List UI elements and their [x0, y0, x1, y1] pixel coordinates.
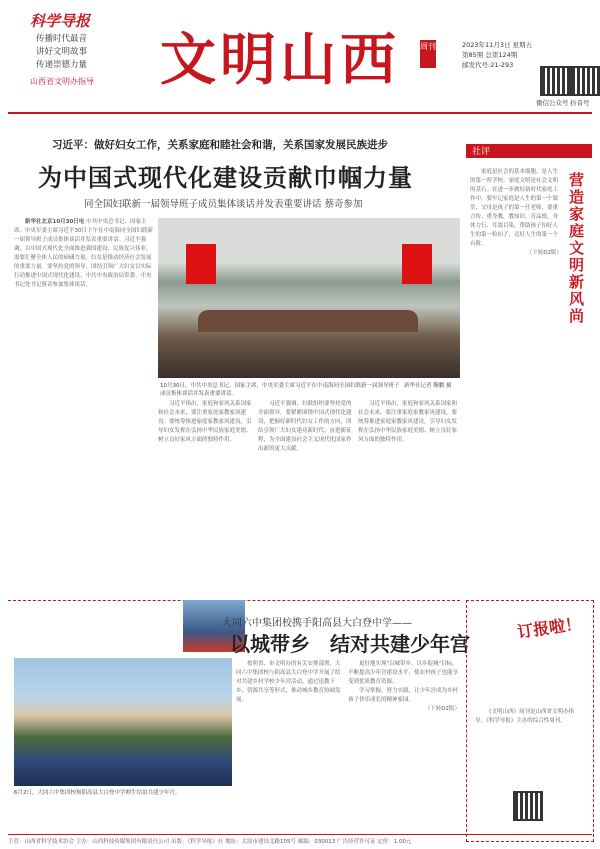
- feature-photo: [14, 658, 232, 786]
- feature-kicker: 大同六中集团校携手阳高县大白登中学——: [222, 618, 412, 629]
- flag-left: [186, 244, 216, 284]
- masthead-divider: [8, 112, 592, 114]
- subscribe-badge: 订报啦！: [516, 613, 583, 642]
- slogan-3: 传递崇德力量: [36, 60, 88, 70]
- slogan-1: 传播时代最音: [36, 34, 88, 44]
- commentary-text: 家庭是社会的基本细胞，是人生的第一所学校。家庭文明是社会文明的基石。在进一步做好新时代家庭工作中，要牢记家庭是人生的第一个课堂、父母是孩子的第一任老师，要重言传、重身教，教知识、育品德，身体力行、耳濡目染，帮助孩子扣好人生的第一粒扣子，迈好人生的第一个台阶。: [470, 169, 559, 247]
- lead-kicker: 习近平：做好妇女工作，关系家庭和睦社会和谐，关系国家发展民族进步: [52, 139, 388, 151]
- wechat-qr-icon: [540, 66, 570, 96]
- feature-continued: （下转D2版）: [424, 706, 460, 712]
- slogan-2: 讲好文明故事: [36, 47, 88, 57]
- lead-body-right: [358, 400, 460, 600]
- lead-subhead: 同全国妇联新一届领导班子成员集体谈话并发表重要讲话 蔡奇参加: [84, 199, 363, 210]
- flag-right: [402, 244, 432, 284]
- weekly-badge: 周刊: [420, 40, 436, 68]
- lead-body-mid2: [258, 400, 354, 600]
- postal-code: 邮发代号:21-293: [462, 61, 514, 69]
- body-mid-text: 习近平指出，家庭和家风关系国家和社会未来，要注重家庭家教家风建设。要统筹推进家庭家教家风建设，引导妇女发挥在弘扬中华民族家庭美德、树立良好家风方面的独特作用。: [158, 401, 252, 443]
- dateline: 新华社北京10月30日电: [25, 219, 85, 225]
- feature-text-right: 学习掌握、努力实践，让少年宫成为乡村孩子快乐成长的精神家园。: [348, 688, 459, 703]
- feature-text-left: 按照省、市文明办的有关安排部署，大同六中集团校与阳高县大白登中学开展了结对共建乡村学校少年宫活动，通过送教下乡、资源共享等形式，推动城乡教育协调发展。: [236, 661, 341, 703]
- page-footer: 主管：山西省科学技术协会 主办：山西科技传媒集团有限责任公司 出版：《科学导报》社 地址：太原市建设北路105号 邮编：030013 广告经营许可证 定价：1.00元: [8, 834, 592, 845]
- meeting-table: [198, 310, 418, 332]
- feature-photo-caption: 6月2日，大同六中集团校和阳高县大白登中学师生结谊共建少年宫。: [14, 790, 181, 796]
- body-right-text-2: 习近平指出，家庭和家风关系国家和社会未来，要注重家庭家教家风建设。要统筹推进家庭家教家风建设，引导妇女发挥在弘扬中华民族家庭美德、树立良好家风方面的独特作用。: [358, 401, 458, 443]
- org-line: 山西省文明办指导: [30, 77, 94, 86]
- issue-date: 2023年11月3日 星期五: [462, 41, 533, 49]
- commentary-header: [466, 144, 592, 158]
- body-right-text: 习近平强调，妇联组织要坚持党的全面领导，要紧紧围绕中国式现代化建设，把握好新时代妇女工作的方向，团结引领广大妇女建功新时代、奋进新征程，为全面建设社会主义现代化国家作出新的更大贡献。: [258, 401, 352, 452]
- feature-headline: 以城带乡 结对共建少年宫: [230, 632, 470, 656]
- subscription-ad: [466, 600, 594, 842]
- douyin-qr-icon: [570, 66, 600, 96]
- body-left-text: 中共中央总书记、国家主席、中央军委主席习近平30日下午在中南海同全国妇联新一届领导班子成员集体谈话并发表重要讲话。习近平强调，以中国式现代化全面推进强国建设、民族复兴伟业，需要汇聚全体人民的磅礴力量。妇女是推动经济社会发展的重要力量。要坚持党的领导，团结引领广大妇女以实际行动推进中国式现代化建设。中共中央政治局常委、中央书记处书记蔡奇参加集体谈话。: [14, 219, 154, 288]
- lead-body-left: [14, 218, 154, 598]
- lead-body-mid: [158, 400, 254, 600]
- feature-text-mid: 更好地实现"以城带乡、以乡促城"目标，不断提高少年宫建设水平，使农村孩子也能享受到优质教育资源。: [348, 661, 459, 685]
- feature-body-left: [236, 660, 344, 830]
- feature-body-right: [348, 660, 460, 830]
- commentary-title: 营造家庭文明新风尚: [567, 172, 585, 325]
- ad-body: 《文明山西》周刊是山西省文明办指导，《科学导报》主办的综合性周刊。: [475, 709, 575, 724]
- lead-photo-caption: 10月30日，中共中央总书记、国家主席、中央军委主席习近平在中南海同全国妇联新一届领导班子成员集体谈话并发表重要讲话。: [160, 383, 400, 397]
- commentary-label: 社评: [472, 147, 491, 157]
- commentary-body: [470, 168, 562, 588]
- issue-number: 第85期 总第124期: [462, 51, 518, 59]
- qr-label-wechat: 微信公众号: [536, 99, 569, 107]
- page-title: 文明山西: [160, 27, 400, 93]
- lead-photo-credit: 新华社记者 鞠鹏 摄: [404, 383, 452, 389]
- lead-photo: [158, 218, 460, 378]
- brand-logo: 科学导报: [30, 12, 91, 30]
- subscribe-qr-icon: [513, 791, 543, 821]
- qr-label-douyin: 抖音号: [570, 99, 590, 107]
- commentary-continued: （下转D2版）: [526, 250, 562, 256]
- lead-headline: 为中国式现代化建设贡献巾帼力量: [38, 163, 413, 192]
